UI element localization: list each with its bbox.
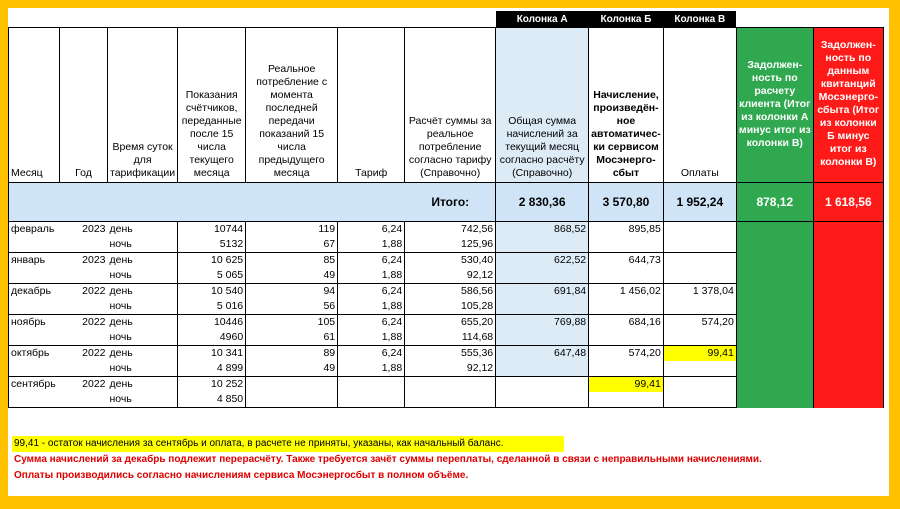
consumption-cell: 61: [246, 330, 338, 346]
total-a-cell-empty: [496, 237, 589, 253]
month-cell-empty: [9, 299, 60, 315]
year-cell: 2022: [60, 377, 108, 393]
tariff-cell: 6,24: [338, 222, 405, 238]
total-a-cell-empty: [496, 299, 589, 315]
time-cell: ночь: [108, 268, 178, 284]
readings-cell: 4 899: [178, 361, 246, 377]
accrual-b-cell-empty: [589, 268, 664, 284]
sum-cell: 92,12: [405, 361, 496, 377]
accrual-b-cell: 1 456,02: [589, 284, 664, 300]
header-row: [9, 28, 884, 183]
debt-mes-band: [813, 222, 883, 408]
total-debt-mes: 1 618,56: [813, 183, 883, 222]
header-year: Год: [60, 28, 108, 183]
total-a-cell-empty: [496, 330, 589, 346]
column-c-label: Колонка В: [663, 11, 736, 28]
sum-cell: 105,28: [405, 299, 496, 315]
totals-row: [9, 183, 884, 222]
tariff-cell: 1,88: [338, 268, 405, 284]
time-cell: день: [108, 253, 178, 269]
header-readings: Показания счётчиков, переданные после 15 числа текущего месяца: [178, 28, 246, 183]
totals-label: Итого:: [9, 183, 496, 222]
sum-cell: 586,56: [405, 284, 496, 300]
time-cell: ночь: [108, 330, 178, 346]
time-cell: день: [108, 377, 178, 393]
time-cell: день: [108, 346, 178, 362]
readings-cell: 10 252: [178, 377, 246, 393]
month-cell-empty: [9, 237, 60, 253]
readings-cell: 5 016: [178, 299, 246, 315]
sum-cell: 555,36: [405, 346, 496, 362]
payment-c-cell: [663, 253, 736, 269]
payment-c-cell-empty: [663, 268, 736, 284]
payment-c-cell-empty: [663, 330, 736, 346]
readings-cell: 5132: [178, 237, 246, 253]
header-consumption: Реальное потребление с момента последней передачи показаний 15 числа предыдущего месяца: [246, 28, 338, 183]
note-recalculation: Сумма начислений за декабрь подлежит перерасчёту. Также требуется зачёт суммы переплаты, сделанной в связи с неправильными начислениями.: [14, 454, 762, 465]
year-cell: 2023: [60, 253, 108, 269]
header-debt-mes: Задолжен-ность по данным квитанций Мосэнерго-сбыта (Итог из колонки Б минус итог из колонки В): [813, 28, 883, 183]
year-cell: 2022: [60, 315, 108, 331]
consumption-cell: [246, 377, 338, 393]
payment-c-cell: 574,20: [663, 315, 736, 331]
readings-cell: 4 850: [178, 392, 246, 408]
readings-cell: 4960: [178, 330, 246, 346]
consumption-cell: 94: [246, 284, 338, 300]
sum-cell: 92,12: [405, 268, 496, 284]
time-cell: день: [108, 222, 178, 238]
tariff-cell: 1,88: [338, 299, 405, 315]
total-a-cell-empty: [496, 361, 589, 377]
payment-c-cell-empty: [663, 299, 736, 315]
readings-cell: 10 625: [178, 253, 246, 269]
header-accrual-b: Начисление, произведён-ное автоматичес-ки сервисом Мосэнерго-сбыт: [589, 28, 664, 183]
payment-c-cell: [663, 377, 736, 393]
time-cell: ночь: [108, 237, 178, 253]
accrual-b-cell: 99,41: [589, 377, 664, 393]
readings-cell: 10 540: [178, 284, 246, 300]
total-a-cell: [496, 377, 589, 393]
debt-client-band: [736, 222, 813, 408]
note-payments: Оплаты производились согласно начислениям сервиса Мосэнергосбыт в полном объёме.: [14, 470, 469, 481]
sum-cell: [405, 377, 496, 393]
consumption-cell: 119: [246, 222, 338, 238]
consumption-cell: [246, 392, 338, 408]
readings-cell: 5 065: [178, 268, 246, 284]
accrual-b-cell: 684,16: [589, 315, 664, 331]
year-cell: 2022: [60, 346, 108, 362]
spreadsheet: [8, 8, 889, 496]
accrual-b-cell-empty: [589, 392, 664, 408]
consumption-cell: 85: [246, 253, 338, 269]
payment-c-cell: 1 378,04: [663, 284, 736, 300]
sum-cell: 530,40: [405, 253, 496, 269]
payment-c-cell-empty: [663, 237, 736, 253]
accrual-b-cell: 644,73: [589, 253, 664, 269]
total-c: 1 952,24: [663, 183, 736, 222]
month-cell-empty: [9, 268, 60, 284]
consumption-cell: 67: [246, 237, 338, 253]
accrual-b-cell-empty: [589, 330, 664, 346]
payment-c-cell-empty: [663, 361, 736, 377]
data-rows: [9, 222, 884, 408]
total-a-cell: 691,84: [496, 284, 589, 300]
header-debt-client: Задолжен-ность по расчету клиента (Итог из колонки А минус итог из колонки В): [736, 28, 813, 183]
total-a-cell-empty: [496, 268, 589, 284]
total-a-cell: 868,52: [496, 222, 589, 238]
consumption-cell: 56: [246, 299, 338, 315]
month-cell-empty: [9, 361, 60, 377]
year-cell-empty: [60, 237, 108, 253]
sum-cell: 655,20: [405, 315, 496, 331]
note-balance: 99,41 - остаток начисления за сентябрь и оплата, в расчете не приняты, указаны, как начальный баланс.: [12, 436, 564, 452]
sum-cell: 125,96: [405, 237, 496, 253]
total-a-cell: 647,48: [496, 346, 589, 362]
tariff-cell: 1,88: [338, 361, 405, 377]
notes: [12, 436, 762, 484]
total-a: 2 830,36: [496, 183, 589, 222]
tariff-cell: 1,88: [338, 330, 405, 346]
column-b-label: Колонка Б: [589, 11, 664, 28]
year-cell-empty: [60, 392, 108, 408]
total-debt-client: 878,12: [736, 183, 813, 222]
accrual-b-cell-empty: [589, 361, 664, 377]
consumption-cell: 49: [246, 268, 338, 284]
payment-c-cell: [663, 222, 736, 238]
header-calc: Расчёт суммы за реальное потребление согласно тарифу (Справочно): [405, 28, 496, 183]
header-payments-c: Оплаты: [663, 28, 736, 183]
readings-cell: 10446: [178, 315, 246, 331]
accrual-b-cell-empty: [589, 299, 664, 315]
payment-c-cell: 99,41: [663, 346, 736, 362]
consumption-cell: 105: [246, 315, 338, 331]
readings-cell: 10 341: [178, 346, 246, 362]
month-cell: сентябрь: [9, 377, 60, 393]
header-month: Месяц: [9, 28, 60, 183]
column-a-label: Колонка А: [496, 11, 589, 28]
tariff-cell: [338, 377, 405, 393]
month-cell: февраль: [9, 222, 60, 238]
column-letter-row: [9, 11, 884, 28]
total-b: 3 570,80: [589, 183, 664, 222]
time-cell: ночь: [108, 361, 178, 377]
time-cell: день: [108, 284, 178, 300]
accrual-b-cell: 895,85: [589, 222, 664, 238]
tariff-cell: 6,24: [338, 315, 405, 331]
sum-cell: 742,56: [405, 222, 496, 238]
month-cell-empty: [9, 330, 60, 346]
time-cell: день: [108, 315, 178, 331]
consumption-cell: 49: [246, 361, 338, 377]
accrual-b-cell-empty: [589, 237, 664, 253]
year-cell-empty: [60, 299, 108, 315]
year-cell-empty: [60, 361, 108, 377]
total-a-cell-empty: [496, 392, 589, 408]
time-cell: ночь: [108, 299, 178, 315]
accrual-b-cell: 574,20: [589, 346, 664, 362]
total-a-cell: 622,52: [496, 253, 589, 269]
sum-cell: [405, 392, 496, 408]
year-cell-empty: [60, 268, 108, 284]
month-cell: декабрь: [9, 284, 60, 300]
header-total-a: Общая сумма начислений за текущий месяц согласно расчёту (Справочно): [496, 28, 589, 183]
billing-table: [8, 11, 884, 408]
total-a-cell: 769,88: [496, 315, 589, 331]
tariff-cell: 6,24: [338, 253, 405, 269]
tariff-cell: 6,24: [338, 284, 405, 300]
month-cell-empty: [9, 392, 60, 408]
payment-c-cell-empty: [663, 392, 736, 408]
month-cell: ноябрь: [9, 315, 60, 331]
sum-cell: 114,68: [405, 330, 496, 346]
month-cell: октябрь: [9, 346, 60, 362]
header-tariff: Тариф: [338, 28, 405, 183]
consumption-cell: 89: [246, 346, 338, 362]
year-cell: 2023: [60, 222, 108, 238]
table-row: [9, 222, 884, 238]
tariff-cell: 6,24: [338, 346, 405, 362]
year-cell: 2022: [60, 284, 108, 300]
time-cell: ночь: [108, 392, 178, 408]
header-time: Время суток для тарификации: [108, 28, 178, 183]
tariff-cell: [338, 392, 405, 408]
year-cell-empty: [60, 330, 108, 346]
readings-cell: 10744: [178, 222, 246, 238]
month-cell: январь: [9, 253, 60, 269]
tariff-cell: 1,88: [338, 237, 405, 253]
